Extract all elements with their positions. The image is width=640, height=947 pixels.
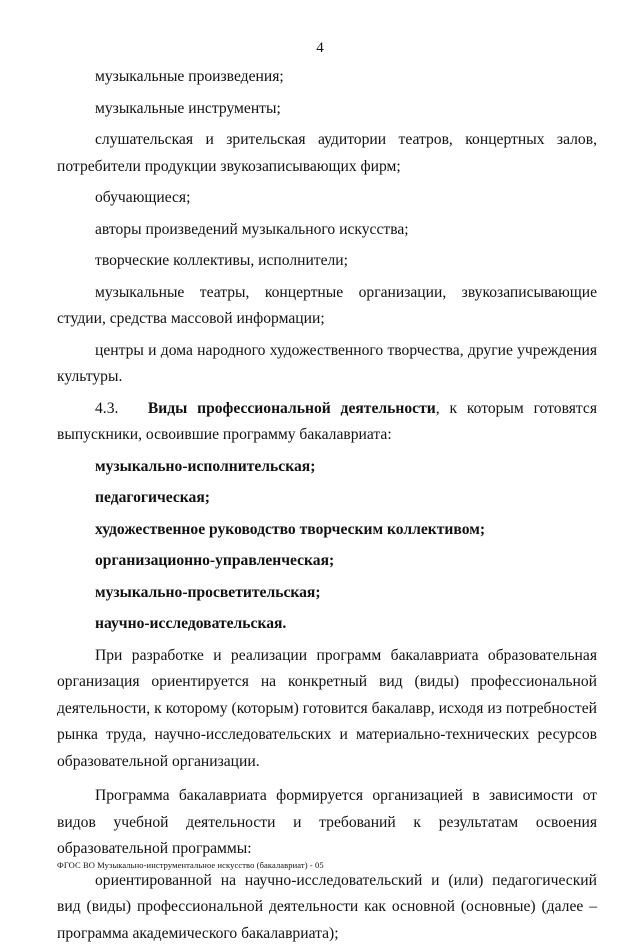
section-4-3-paragraph bbox=[57, 396, 597, 449]
list-item: слушательская и зрительская аудитории театров, концертных залов, потребители продукции звукозаписывающих фирм; bbox=[57, 127, 597, 180]
activity-type-item: художественное руководство творческим коллективом; bbox=[57, 517, 597, 544]
activity-type-item: научно-исследовательская. bbox=[57, 611, 597, 638]
list-item: творческие коллективы, исполнители; bbox=[57, 248, 597, 275]
list-item: центры и дома народного художественного творчества, другие учреждения культуры. bbox=[57, 338, 597, 391]
document-footer: ФГОС ВО Музыкально-инструментальное искусство (бакалавриат) - 05 bbox=[57, 860, 324, 870]
list-item: авторы произведений музыкального искусства; bbox=[57, 217, 597, 244]
activity-type-item: педагогическая; bbox=[57, 485, 597, 512]
activity-type-item: организационно-управленческая; bbox=[57, 548, 597, 575]
formation-paragraph: Программа бакалавриата формируется организацией в зависимости от видов учебной деятельности и требований к результатам освоения образовательной программы: bbox=[57, 783, 597, 863]
list-item: музыкальные театры, концертные организации, звукозаписывающие студии, средства массовой информации; bbox=[57, 280, 597, 333]
activity-type-item: музыкально-просветительская; bbox=[57, 580, 597, 607]
document-body bbox=[57, 64, 597, 947]
activity-type-item: музыкально-исполнительская; bbox=[57, 454, 597, 481]
section-title: Виды профессиональной деятельности bbox=[148, 400, 436, 417]
section-text: , к которым готовятся выпускники, освоившие программу бакалавриата: bbox=[57, 400, 597, 444]
list-item: обучающиеся; bbox=[57, 185, 597, 212]
list-item: музыкальные инструменты; bbox=[57, 96, 597, 123]
academic-bachelor-paragraph: ориентированной на научно-исследовательский и (или) педагогический вид (виды) профессиональной деятельности как основной (основные) (далее – программа академического бакалавриата); bbox=[57, 868, 597, 947]
list-item: музыкальные произведения; bbox=[57, 64, 597, 91]
orientation-paragraph: При разработке и реализации программ бакалавриата образовательная организация ориентируется на конкретный вид (виды) профессиональной деятельности, к которому (которым) готовится бакалавр, исходя из потребностей рынка труда, научно-исследовательских и материально-технических ресурсов образовательной организации. bbox=[57, 643, 597, 776]
page-number: 4 bbox=[0, 40, 640, 57]
section-number: 4.3. bbox=[95, 400, 118, 417]
